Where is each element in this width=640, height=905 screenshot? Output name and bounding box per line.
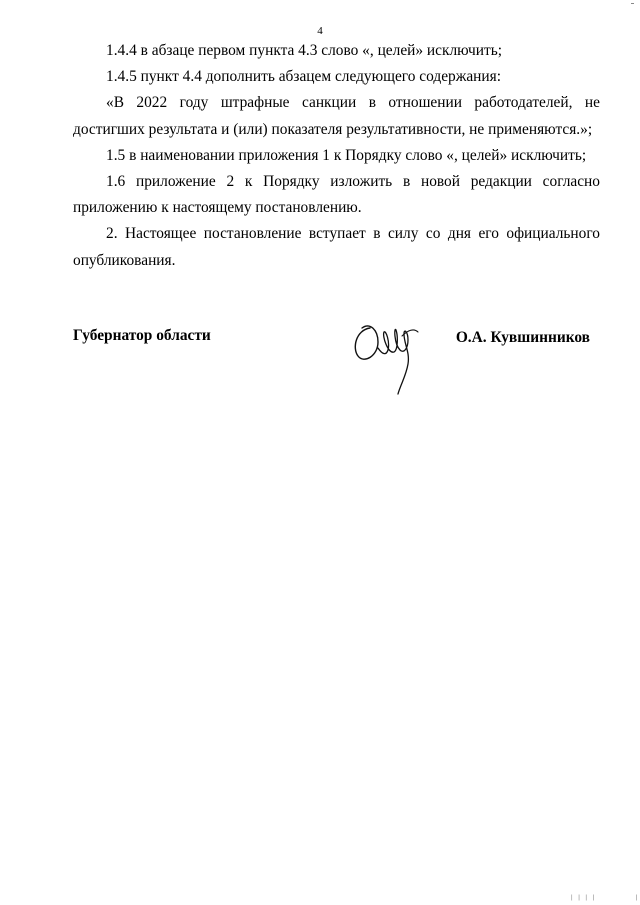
paragraph-1-6: 1.6 приложение 2 к Порядку изложить в новой редакции согласно приложению к настоящему постановлению. — [73, 173, 600, 217]
scan-artifact — [631, 3, 634, 4]
paragraph-1-5: 1.5 в наименовании приложения 1 к Порядку слово «, целей» исключить; — [106, 146, 587, 164]
paragraph-1-4-4: 1.4.4 в абзаце первом пункта 4.3 слово «, целей» исключить; — [106, 42, 503, 59]
document-body — [73, 38, 600, 274]
paragraph-quote: «В 2022 году штрафные санкции в отношении работодателей, не достигших результата и (или) показателя результативности, не применяются.»; — [73, 94, 600, 138]
signature-block — [73, 327, 600, 397]
signatory-title: Губернатор области — [73, 327, 211, 344]
signatory-name: О.А. Кувшинников — [455, 329, 590, 346]
scan-edge-marks: | | | | | — [570, 894, 639, 901]
paragraph-2: 2. Настоящее постановление вступает в силу со дня его официального опубликования. — [73, 225, 600, 269]
handwritten-signature — [348, 314, 438, 399]
page-number: 4 — [317, 25, 323, 37]
paragraph-1-4-5: 1.4.5 пункт 4.4 дополнить абзацем следующего содержания: — [106, 68, 502, 86]
